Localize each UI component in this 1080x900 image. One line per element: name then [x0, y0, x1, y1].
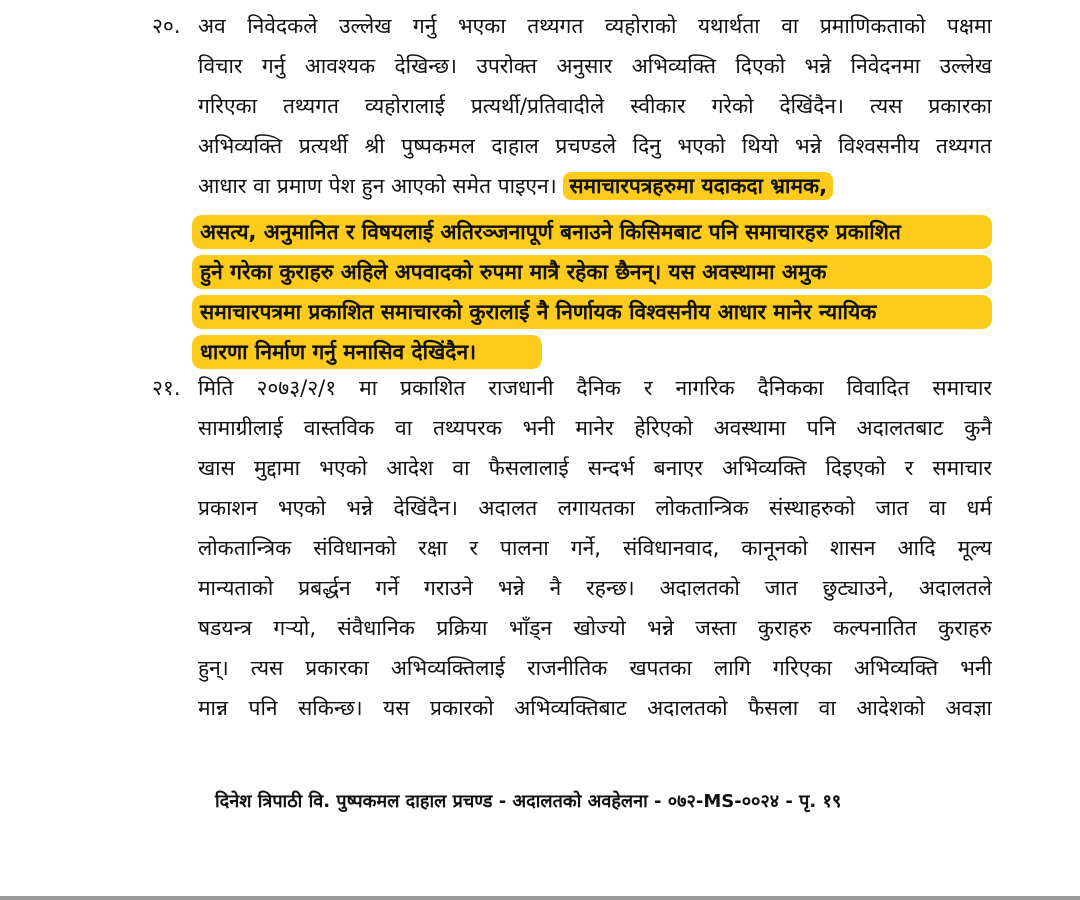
page-footer: दिनेश त्रिपाठी वि. पुष्पकमल दाहाल प्रचण्ड - अदालतको अवहेलना - ०७२-MS-००२४ - पृ. १९: [215, 791, 842, 812]
paragraph-21: [152, 368, 992, 728]
paragraph-number: २०.: [152, 14, 181, 38]
highlighted-text: असत्य, अनुमानित र विषयलाई अतिरञ्जनापूर्ण बनाउने किसिमबाट पनि समाचारहरु प्रकाशित: [192, 215, 992, 249]
page-bottom-divider: [0, 896, 1080, 900]
text-line: विचार गर्नु आवश्यक देखिन्छ। उपरोक्त अनुसार अभिव्यक्ति दिएको भन्ने निवेदनमा उल्लेख: [198, 54, 992, 78]
text-line: खास मुद्दामा भएको आदेश वा फैसलालाई सन्दर्भ बनाएर अभिव्यक्ति दिइएको र समाचार: [198, 456, 992, 480]
text-line: मिति २०७३/२/१ मा प्रकाशित राजधानी दैनिक र नागरिक दैनिकका विवादित समाचार: [198, 376, 992, 400]
text-line: अभिव्यक्ति प्रत्यर्थी श्री पुष्पकमल दाहाल प्रचण्डले दिनु भएको थियो भन्ने विश्वसनीय तथ्यगत: [198, 134, 992, 158]
highlighted-text: समाचारपत्रहरुमा यदाकदा भ्रामक,: [563, 172, 833, 200]
text-line: मान्यताको प्रबर्द्धन गर्ने गराउने भन्ने नै रहन्छ। अदालतको जात छुट्याउने, अदालतले: [198, 576, 992, 600]
text-segment: आधार वा प्रमाण पेश हुन आएको समेत पाइएन।: [198, 174, 557, 198]
text-line: [198, 166, 992, 206]
highlighted-text: समाचारपत्रमा प्रकाशित समाचारको कुरालाई नै निर्णायक विश्वसनीय आधार मानेर न्यायिक: [192, 295, 992, 329]
highlighted-text: हुने गरेका कुराहरु अहिले अपवादको रुपमा मात्रै रहेका छैनन्। यस अवस्थामा अमुक: [192, 255, 992, 289]
text-line: हुन्। त्यस प्रकारका अभिव्यक्तिलाई राजनीतिक खपतका लागि गरिएका अभिव्यक्ति भनी: [198, 656, 992, 680]
highlighted-text: धारणा निर्माण गर्नु मनासिव देखिंदैन।: [192, 335, 542, 369]
text-line: गरिएका तथ्यगत व्यहोरालाई प्रत्यर्थी/प्रतिवादीले स्वीकार गरेको देखिंदैन। त्यस प्रकारका: [198, 94, 992, 118]
text-line: मान्न पनि सकिन्छ। यस प्रकारको अभिव्यक्तिबाट अदालतको फैसला वा आदेशको अवज्ञा: [198, 696, 992, 720]
paragraph-number: २१.: [152, 376, 181, 400]
paragraph-20: [152, 6, 992, 366]
text-line: प्रकाशन भएको भन्ने देखिंदैन। अदालत लगायतका लोकतान्त्रिक संस्थाहरुको जात वा धर्म: [198, 496, 992, 520]
text-line: षडयन्त्र गऱ्यो, संवैधानिक प्रक्रिया भाँड्न खोज्यो भन्ने जस्ता कुराहरु कल्पनातित कुराहरु: [198, 616, 992, 640]
text-line: अव निवेदकले उल्लेख गर्नु भएका तथ्यगत व्यहोराको यथार्थता वा प्रमाणिकताको पक्षमा: [198, 14, 992, 38]
text-line: लोकतान्त्रिक संविधानको रक्षा र पालना गर्ने, संविधानवाद, कानूनको शासन आदि मूल्य: [198, 536, 992, 560]
text-line: सामाग्रीलाई वास्तविक वा तथ्यपरक भनी मानेर हेरिएको अवस्थामा पनि अदालतबाट कुनै: [198, 416, 992, 440]
